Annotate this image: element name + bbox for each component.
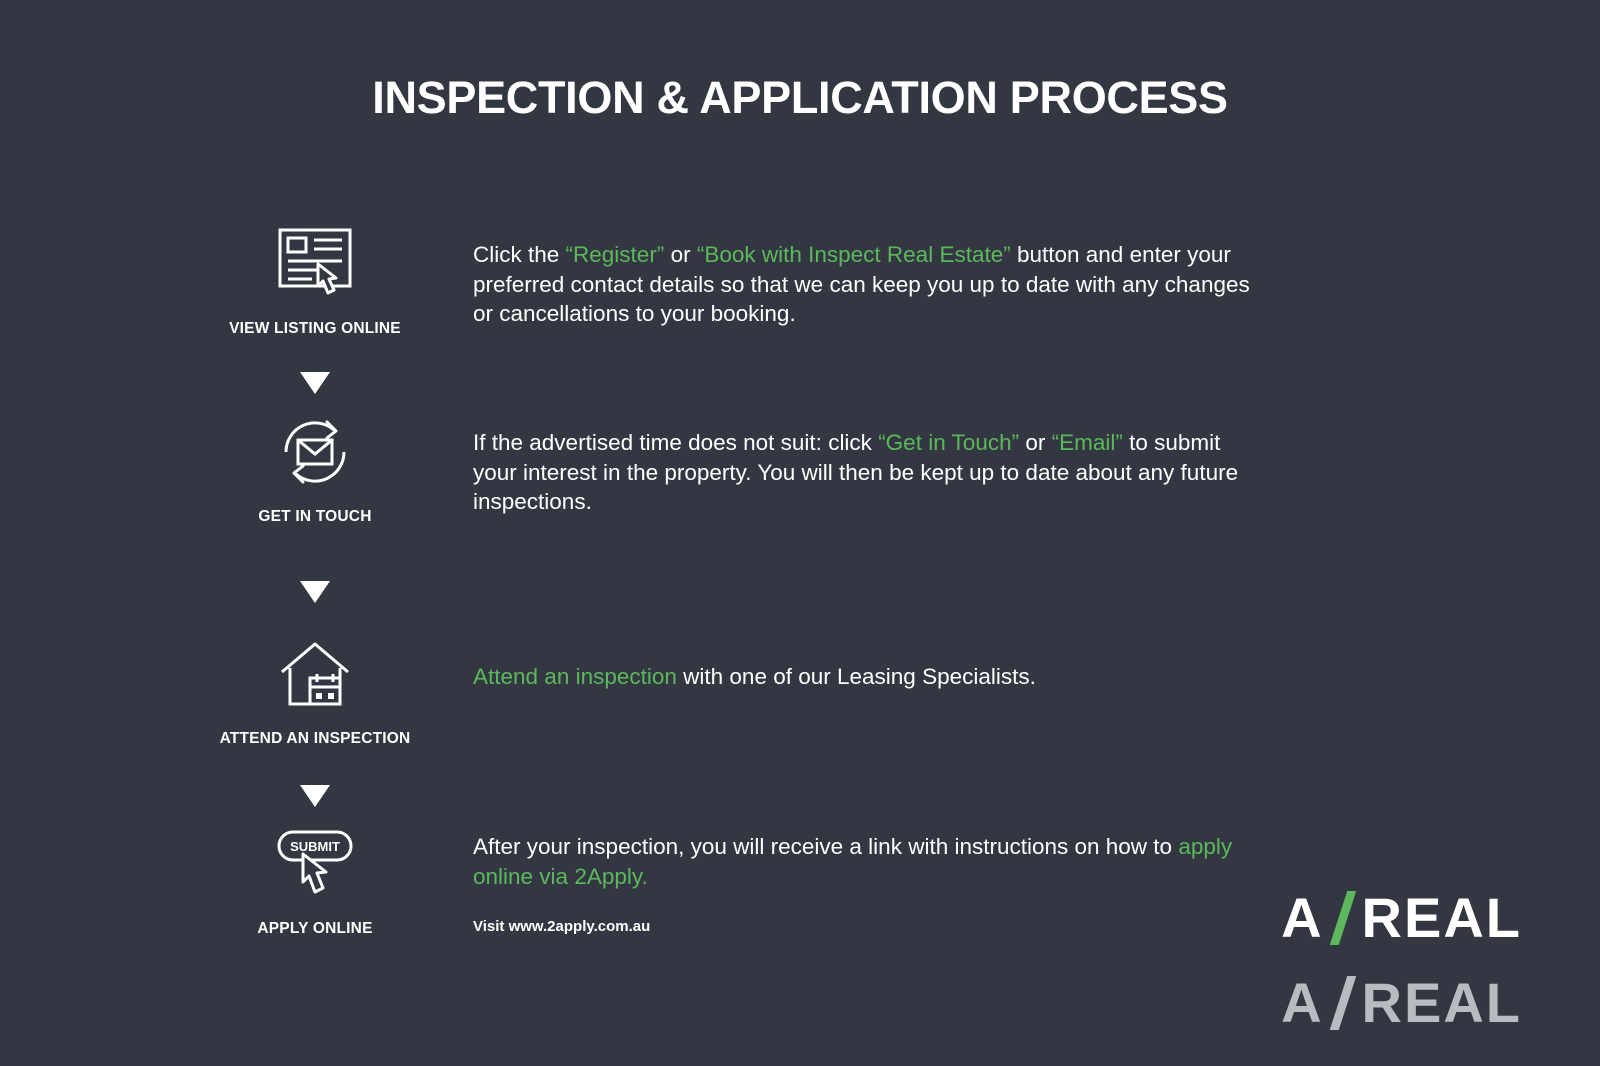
step-2-part-0: If the advertised time does not suit: click — [473, 430, 879, 455]
page-title: INSPECTION & APPLICATION PROCESS — [372, 72, 1228, 123]
logo-primary-suffix: REAL — [1361, 886, 1522, 949]
logo-a-real-secondary — [1281, 970, 1522, 1035]
svg-text:SUBMIT: SUBMIT — [290, 839, 340, 854]
listing-cursor-icon — [200, 222, 430, 306]
slash-icon — [1330, 891, 1356, 945]
step-2-icon-column — [200, 410, 430, 526]
arrow-down-1 — [300, 372, 330, 394]
step-1-text — [473, 240, 1263, 329]
step-1-part-1: “Register” — [565, 242, 665, 267]
step-4-caption: APPLY ONLINE — [257, 920, 373, 937]
step-4-part-1: apply online via 2Apply. — [473, 834, 1233, 889]
step-4-icon-column — [200, 822, 430, 938]
submit-button-cursor-icon — [200, 822, 430, 906]
step-1-part-3: “Book with Inspect Real Estate” — [696, 242, 1011, 267]
step-1-part-2: or — [664, 242, 697, 267]
step-2-caption: GET IN TOUCH — [258, 508, 372, 525]
step-2-text — [473, 428, 1263, 517]
step-3-text — [473, 662, 1263, 692]
step-1-part-4: button and enter your preferred contact details so that we can keep you up to date with any changes or cancellations to your booking. — [473, 242, 1250, 327]
slash-icon-secondary — [1330, 976, 1356, 1030]
step-2-part-2: or — [1019, 430, 1052, 455]
step-3-caption: ATTEND AN INSPECTION — [219, 730, 411, 747]
logo-secondary-suffix: REAL — [1361, 971, 1522, 1034]
logo-primary-prefix: A — [1281, 886, 1324, 949]
arrow-down-2 — [300, 581, 330, 603]
step-1-icon-column — [200, 222, 430, 338]
step-3-part-1: with one of our Leasing Specialists. — [676, 664, 1036, 689]
step-4-part-0: After your inspection, you will receive a link with instructions on how to — [473, 834, 1179, 859]
step-1-caption: VIEW LISTING ONLINE — [229, 320, 401, 337]
step-2-part-1: “Get in Touch” — [878, 430, 1020, 455]
logo-a-real-primary — [1281, 885, 1522, 950]
step-2-part-3: “Email” — [1051, 430, 1123, 455]
arrow-down-3 — [300, 785, 330, 807]
step-4-footnote: Visit www.2apply.com.au — [473, 918, 651, 936]
step-2-part-4: to submit your interest in the property. You will then be kept up to date about any future inspections. — [473, 430, 1239, 515]
house-calendar-icon — [200, 632, 430, 716]
logo-secondary-prefix: A — [1281, 971, 1324, 1034]
step-3-icon-column — [200, 632, 430, 748]
email-refresh-icon — [200, 410, 430, 494]
step-4-text — [473, 832, 1263, 937]
step-3-part-0: Attend an inspection — [473, 664, 677, 689]
step-1-part-0: Click the — [473, 242, 566, 267]
